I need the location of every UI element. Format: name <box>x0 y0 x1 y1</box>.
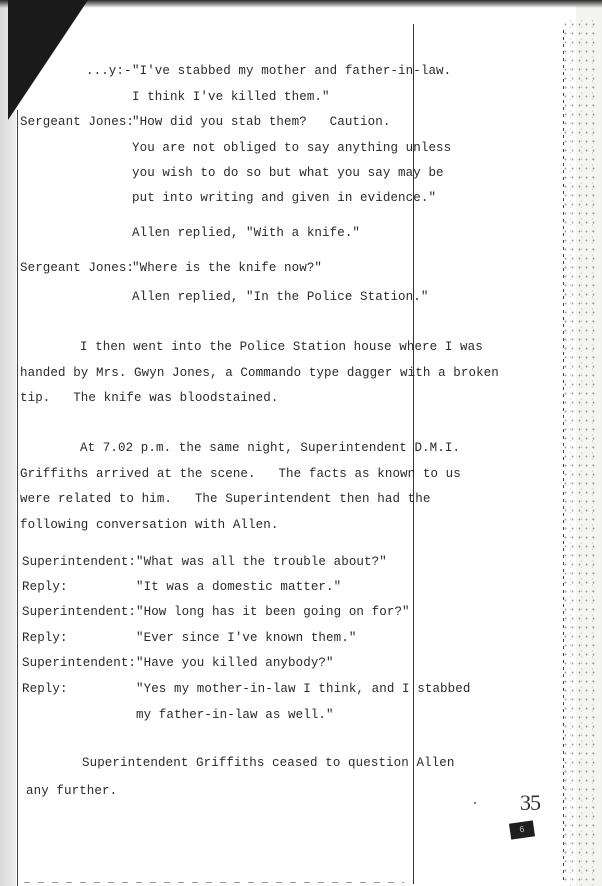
paragraph-line: Superintendent Griffiths ceased to question Allen <box>82 756 455 770</box>
speaker-label: Reply: <box>22 682 68 696</box>
speaker-label: Superintendent: <box>22 656 137 670</box>
bottom-dashed-edge <box>24 882 404 883</box>
dialogue-line: my father-in-law as well." <box>136 708 334 722</box>
paragraph-line: handed by Mrs. Gwyn Jones, a Commando type dagger with a broken <box>20 366 499 380</box>
dialogue-line: "Ever since I've known them." <box>136 631 357 645</box>
speaker-label: Superintendent: <box>22 605 137 619</box>
paragraph-line: following conversation with Allen. <box>20 518 279 532</box>
dialogue-line: "How did you stab them? Caution. <box>132 115 391 129</box>
speckle-edge-rule <box>563 30 564 880</box>
speaker-label: Sergeant Jones: <box>20 115 135 129</box>
paragraph-line: were related to him. The Superintendent then had the <box>20 492 431 506</box>
left-margin-rule <box>17 110 18 886</box>
dialogue-line: Allen replied, "In the Police Station." <box>132 290 429 304</box>
dialogue-line: "Yes my mother-in-law I think, and I stabbed <box>136 682 471 696</box>
speaker-label: ...y:- <box>86 64 132 78</box>
scan-top-shadow <box>0 0 602 8</box>
black-sticker: 6 <box>509 820 535 839</box>
scan-speck <box>474 802 476 804</box>
dialogue-line: "It was a domestic matter." <box>136 580 342 594</box>
speaker-label: Reply: <box>22 580 68 594</box>
paragraph-line: Griffiths arrived at the scene. The facts as known to us <box>20 467 461 481</box>
dialogue-line: "What was all the trouble about?" <box>136 555 387 569</box>
dialogue-line: "How long has it been going on for?" <box>136 605 410 619</box>
dialogue-line: put into writing and given in evidence." <box>132 191 437 205</box>
speaker-label: Superintendent: <box>22 555 137 569</box>
paragraph-line: tip. The knife was bloodstained. <box>20 391 279 405</box>
scan-speckle-band <box>562 20 596 886</box>
paragraph-line: At 7.02 p.m. the same night, Superintendent D.M.I. <box>80 441 461 455</box>
paragraph-line: I then went into the Police Station house where I was <box>80 340 483 354</box>
dialogue-line: "I've stabbed my mother and father-in-law. <box>132 64 452 78</box>
dialogue-line: Allen replied, "With a knife." <box>132 226 361 240</box>
dialogue-line: "Have you killed anybody?" <box>136 656 334 670</box>
speaker-label: Sergeant Jones: <box>20 261 135 275</box>
scan-edge-left <box>0 0 16 886</box>
folded-corner <box>8 0 88 120</box>
dialogue-line: I think I've killed them." <box>132 90 330 104</box>
dialogue-line: You are not obliged to say anything unless <box>132 141 452 155</box>
page-number: 35 <box>520 790 540 815</box>
paragraph-line: any further. <box>26 784 118 798</box>
speaker-label: Reply: <box>22 631 68 645</box>
dialogue-line: you wish to do so but what you say may be <box>132 166 444 180</box>
dialogue-line: "Where is the knife now?" <box>132 261 323 275</box>
